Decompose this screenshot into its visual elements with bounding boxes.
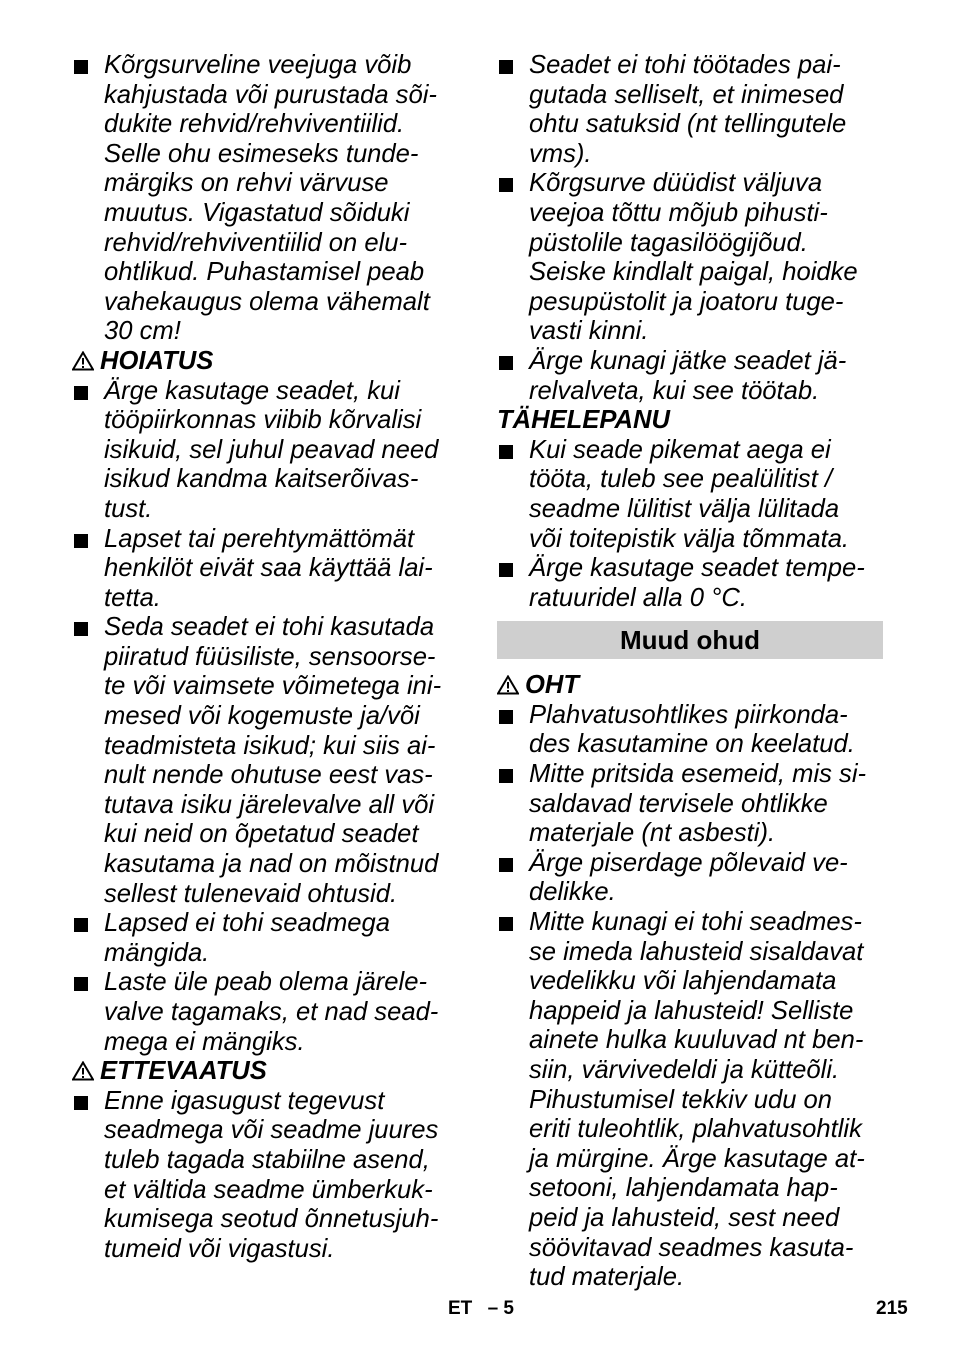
bullet-square-icon xyxy=(499,356,513,370)
list-item: Enne igasugust tegevust seadmega või seadme juures tuleb tagada stabiilne asend, et vältida seadme ümberkuk- kumisega seotud õnnetusjuh- tumeid või vigastusi. xyxy=(72,1087,462,1265)
note-heading: TÄHELEPANU xyxy=(497,406,670,435)
list-item: Seda seadet ei tohi kasutada piiratud füüsiliste, sensoorse- te või vaimsete võimetega ini- mesed või kogemuste ja/või teadmisteta isikud; kui siis ai- nult nende ohutuse eest vas- tutava isiku järelevalve all või kui neid on õpetatud seadet kasutama ja nad on mõistnud sellest tulenevaid ohtusid. xyxy=(72,613,462,909)
bullet-square-icon xyxy=(499,60,513,74)
bullet-square-icon xyxy=(74,977,88,991)
list-item: Ärge piserdage põlevaid ve- delikke. xyxy=(497,849,887,908)
right-column xyxy=(497,51,887,1293)
warning-triangle-icon xyxy=(72,1061,94,1081)
list-item: Mitte kunagi ei tohi seadmes- se imeda lahusteid sisaldavat vedelikku või lahjendamata happeid ja lahusteid! Selliste ainete hulka kuuluvad nt ben- siin, värvivedeldi ja kütteõli. Pihustumisel tekkiv udu on eriti tuleohtlik, plahvatusohtlik ja mürgine. Ärge kasutage at- setooni, lahjendamata hap- peid ja lahusteid, sest need söövitavad seadmes kasuta- tud materjale. xyxy=(497,908,887,1293)
danger-heading: OHT xyxy=(497,671,887,701)
bullet-square-icon xyxy=(499,858,513,872)
list-item: Lapset tai perehtymättömät henkilöt eivät saa käyttää lai- tetta. xyxy=(72,525,462,614)
bullet-square-icon xyxy=(74,60,88,74)
list-item: Plahvatusohtlikes piirkonda- des kasutamine on keelatud. xyxy=(497,701,887,760)
list-item: Lapsed ei tohi seadmega mängida. xyxy=(72,909,462,968)
bullet-square-icon xyxy=(74,622,88,636)
bullet-square-icon xyxy=(499,563,513,577)
bullet-square-icon xyxy=(499,445,513,459)
bullet-square-icon xyxy=(74,386,88,400)
list-item: Seadet ei tohi töötades pai- gutada selliselt, et inimesed ohtu satuksid (nt tellingutele vms). xyxy=(497,51,887,169)
caution-heading: ETTEVAATUS xyxy=(72,1057,462,1087)
list-item: Ärge kunagi jätke seadet jä- relvalveta, kui see töötab. xyxy=(497,347,887,406)
warning-heading: HOIATUS xyxy=(72,347,462,377)
bullet-square-icon xyxy=(499,769,513,783)
left-column xyxy=(72,51,462,1264)
section-title: Muud ohud xyxy=(497,621,883,659)
footer-section-label: ET – 5 xyxy=(448,1298,514,1319)
bullet-square-icon xyxy=(74,534,88,548)
bullet-square-icon xyxy=(499,178,513,192)
list-item: Kõrgsurve düüdist väljuva veejoa tõttu mõjub pihusti- püstolile tagasilöögijõud. Seiske kindlalt paigal, hoidke pesupüstolit ja joatoru tuge- vasti kinni. xyxy=(497,169,887,347)
bullet-square-icon xyxy=(74,918,88,932)
footer-page-in-section: – 5 xyxy=(487,1298,514,1319)
list-item: Laste üle peab olema järele- valve tagamaks, et nad sead- mega ei mängiks. xyxy=(72,968,462,1057)
bullet-square-icon xyxy=(499,917,513,931)
warning-triangle-icon xyxy=(497,675,519,695)
list-item: Mitte pritsida esemeid, mis si- saldavad tervisele ohtlikke materjale (nt asbesti). xyxy=(497,760,887,849)
list-item: Ärge kasutage seadet tempe- ratuuridel alla 0 °C. xyxy=(497,554,887,613)
list-item: Ärge kasutage seadet, kui tööpiirkonnas viibib kõrvalisi isikuid, sel juhul peavad need isikud kandma kaitserõivas- tust. xyxy=(72,377,462,525)
bullet-square-icon xyxy=(499,710,513,724)
list-item: Kõrgsurveline veejuga võib kahjustada või purustada sõi- dukite rehvid/rehviventiilid. Selle ohu esimeseks tunde- märgiks on rehvi värvuse muutus. Vigastatud sõiduki rehvid/rehviventiilid on elu- ohtlikud. Puhastamisel peab vahekaugus olema vähemalt 30 cm! xyxy=(72,51,462,347)
list-item: Kui seade pikemat aega ei tööta, tuleb see pealülitist / seadme lülitist välja lülitada või toitepistik välja tõmmata. xyxy=(497,436,887,554)
page-number: 215 xyxy=(876,1298,908,1319)
bullet-square-icon xyxy=(74,1096,88,1110)
warning-triangle-icon xyxy=(72,351,94,371)
